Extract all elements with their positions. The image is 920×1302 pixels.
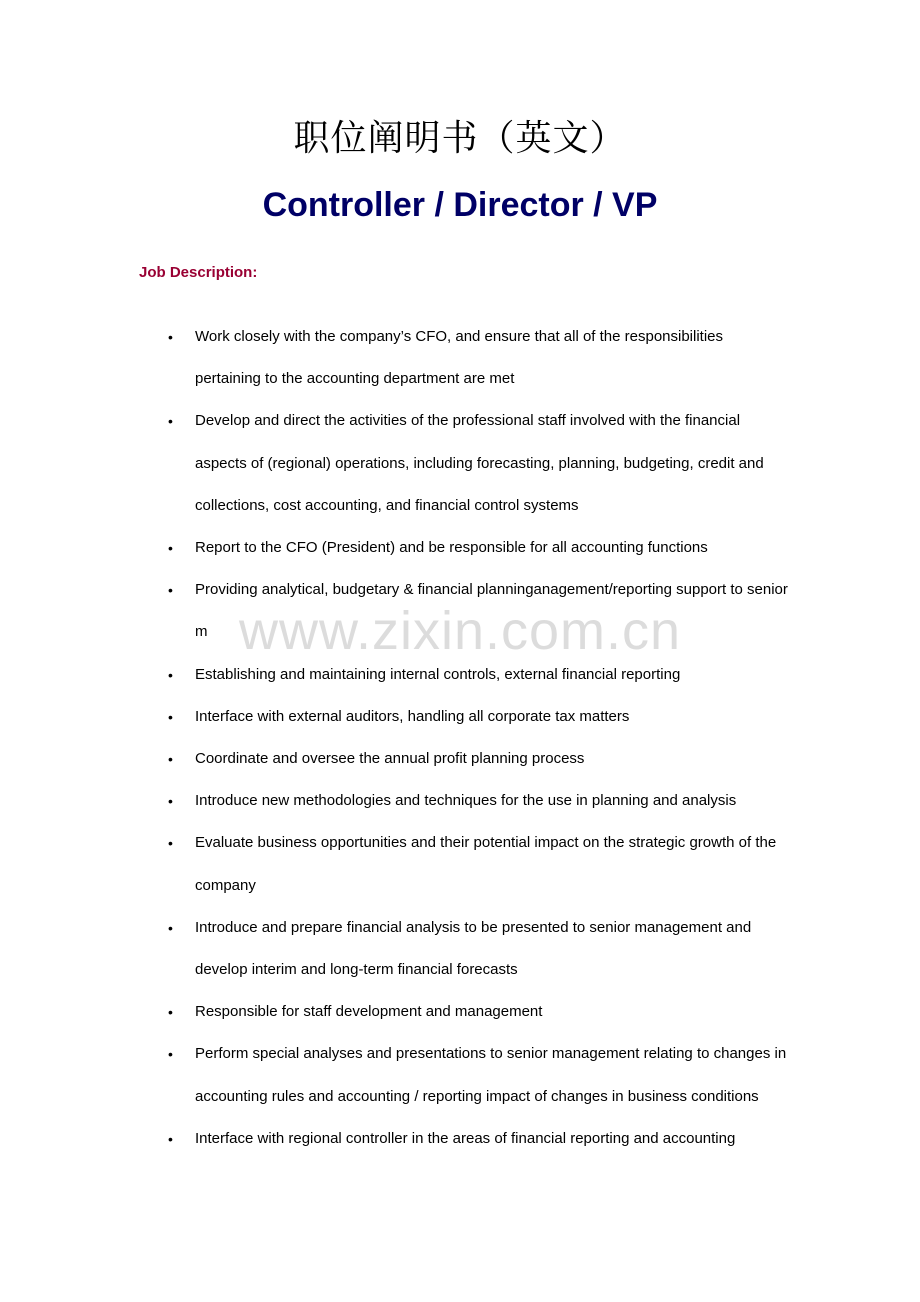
list-item (0, 822, 790, 906)
list-item-text: Evaluate business opportunities and their potential impact on the strategic growth of the company (195, 834, 777, 894)
bullet-icon: • (168, 835, 173, 852)
bullet-icon: • (168, 540, 173, 557)
document-title-chinese: 职位阐明书（英文） (293, 118, 627, 159)
list-item-text: Coordinate and oversee the annual profit planning process (195, 750, 585, 768)
list-item-text: Report to the CFO (President) and be responsible for all accounting functions (195, 539, 708, 557)
bullet-icon: • (168, 1130, 173, 1147)
bullet-icon: • (168, 1004, 173, 1021)
list-item-text: Providing analytical, budgetary & financial planninganagement/reporting support to senior m (195, 581, 788, 641)
section-label-job-description: Job Description: (139, 264, 258, 281)
list-item (0, 400, 790, 527)
list-item (0, 316, 790, 400)
list-item-text: Perform special analyses and presentations to senior management relating to changes in accounting rules and accounting / reporting impact of changes in business conditions (195, 1045, 787, 1105)
list-item (0, 738, 790, 780)
bullet-icon: • (168, 708, 173, 725)
bullet-icon: • (168, 919, 173, 936)
job-duties-list (0, 316, 920, 1160)
list-item (0, 907, 790, 991)
list-item-text: Introduce new methodologies and techniques for the use in planning and analysis (195, 792, 737, 810)
list-item-text: Interface with regional controller in the areas of financial reporting and accounting (195, 1129, 736, 1147)
list-item (0, 696, 790, 738)
watermark-text: www.zixin.com.cn (238, 601, 682, 661)
list-item-text: Work closely with the company’s CFO, and ensure that all of the responsibilities pertaining to the accounting department are met (195, 328, 724, 388)
bullet-icon: • (168, 666, 173, 683)
list-item (0, 527, 790, 569)
bullet-icon: • (168, 1046, 173, 1063)
list-item (0, 1118, 790, 1160)
bullet-icon: • (168, 751, 173, 768)
list-item (0, 1033, 790, 1117)
list-item (0, 780, 790, 822)
bullet-icon: • (168, 413, 173, 430)
list-item (0, 654, 790, 696)
bullet-icon: • (168, 793, 173, 810)
bullet-icon: • (168, 329, 173, 345)
list-item-text: Interface with external auditors, handling all corporate tax matters (195, 707, 630, 725)
list-item (0, 569, 790, 653)
list-item (0, 991, 790, 1033)
list-item-text: Establishing and maintaining internal controls, external financial reporting (195, 665, 681, 683)
document-title-english: Controller / Director / VP (262, 186, 658, 224)
list-item-text: Introduce and prepare financial analysis to be presented to senior management and develop interim and long-term financial forecasts (195, 918, 752, 979)
list-item-text: Responsible for staff development and management (195, 1003, 543, 1021)
bullet-icon: • (168, 582, 173, 599)
list-item-text: Develop and direct the activities of the professional staff involved with the financial aspects of (regional) operations, including forecasting, planning, budgeting, credit and collections, cost accounting, and financial control systems (195, 412, 764, 514)
